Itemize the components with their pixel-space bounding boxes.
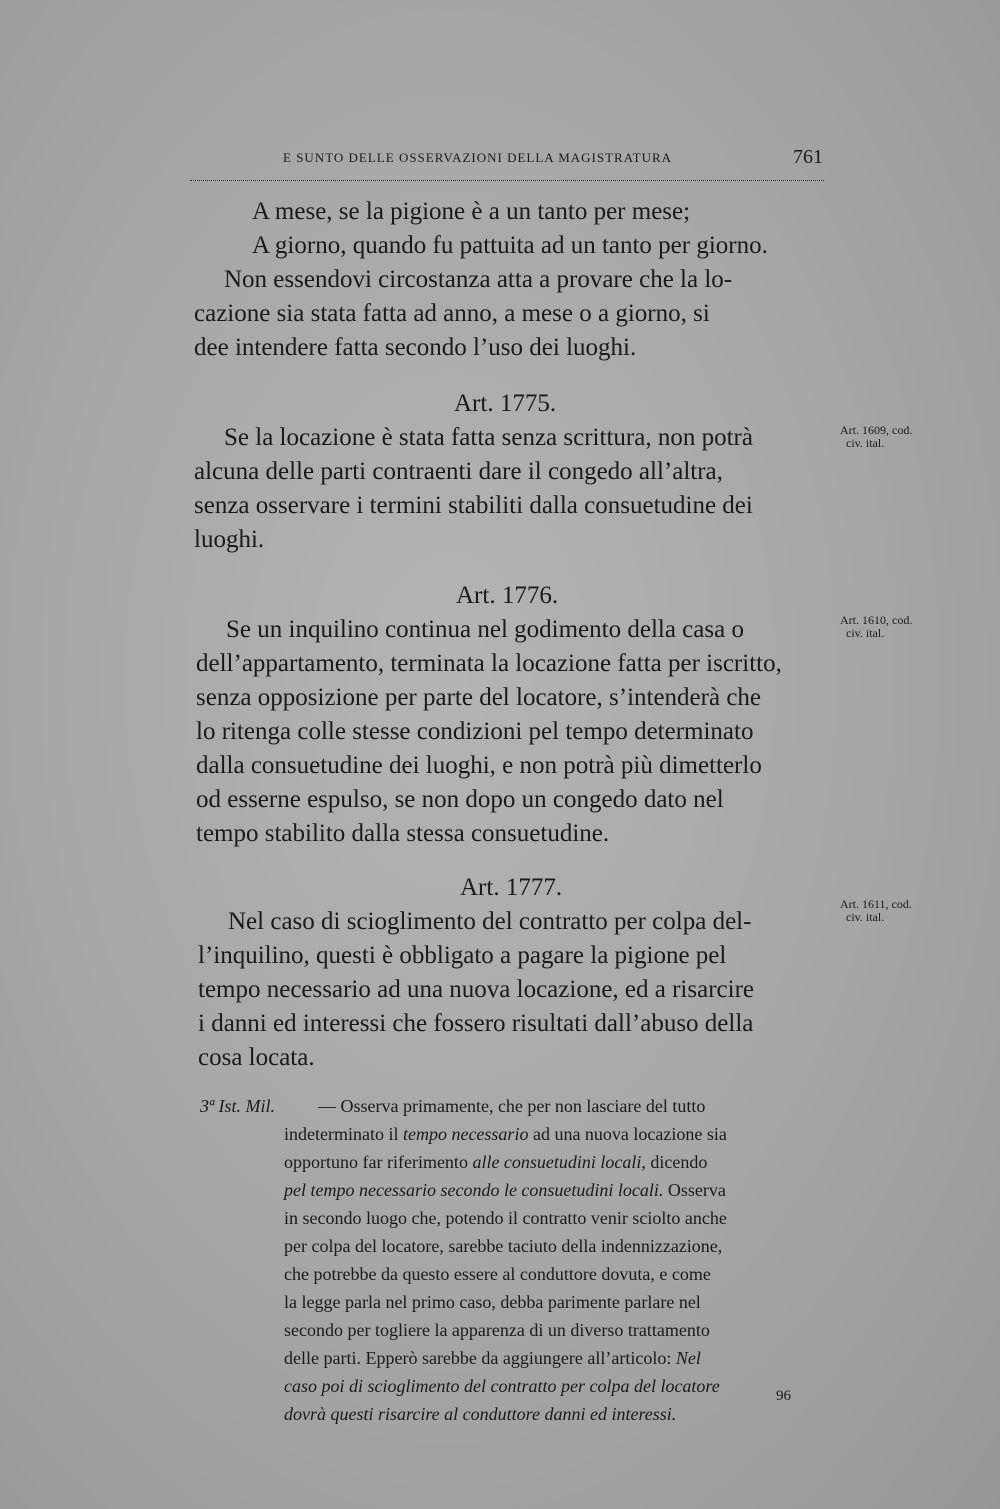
- article-1776-line-7: tempo stabilito dalla stessa consuetudine.: [196, 820, 610, 847]
- note-line: [284, 1264, 711, 1285]
- note-text-segment: dicendo: [645, 1152, 708, 1172]
- note-line: [284, 1180, 726, 1201]
- note-line: [284, 1292, 701, 1313]
- article-1776-line-2: dell’appartamento, terminata la locazione fatta per iscritto,: [196, 650, 782, 677]
- note-line: [284, 1320, 710, 1341]
- note-text-segment: la legge parla nel primo caso, debba parimente parlare nel: [284, 1292, 701, 1312]
- margin-ref-line-1: Art. 1609, cod.: [840, 423, 913, 437]
- article-1776-line-5: dalla consuetudine dei luoghi, e non potrà più dimetterlo: [196, 752, 762, 779]
- article-1775-line-3: senza osservare i termini stabiliti dalla consuetudine dei: [194, 492, 753, 519]
- note-text-segment: che potrebbe da questo essere al conduttore dovuta, e come: [284, 1264, 711, 1284]
- note-text-segment: alle consuetudini locali,: [472, 1152, 646, 1172]
- note-text-segment: opportuno far riferimento: [284, 1152, 473, 1172]
- note-line: [284, 1404, 676, 1425]
- note-line: [284, 1348, 701, 1369]
- article-1775-line-2: alcuna delle parti contraenti dare il congedo all’altra,: [194, 458, 723, 485]
- note-line: [284, 1376, 720, 1397]
- note-text-segment: ad una nuova locazione sia: [528, 1124, 727, 1144]
- article-1776-heading: Art. 1776.: [456, 582, 559, 609]
- margin-ref-line-2: civ. ital.: [846, 626, 885, 640]
- article-1776-margin-ref: [840, 614, 912, 640]
- note-source-label: 3ª Ist. Mil.: [200, 1096, 275, 1116]
- margin-ref-line-2: civ. ital.: [846, 436, 885, 450]
- header-rule: [190, 180, 824, 181]
- margin-ref-line-2: civ. ital.: [846, 910, 885, 924]
- article-1775-margin-ref: [840, 424, 912, 450]
- note-text-segment: pel tempo necessario secondo le consuetudini locali.: [284, 1180, 664, 1200]
- article-1775-heading: Art. 1775.: [454, 390, 557, 417]
- intro-line-3: Non essendovi circostanza atta a provare che la lo-: [224, 266, 733, 293]
- note-text-segment: caso poi di scioglimento del contratto per colpa del locatore: [284, 1376, 720, 1396]
- article-1776-line-4: lo ritenga colle stesse condizioni pel tempo determinato: [196, 718, 754, 745]
- article-1776-line-6: od esserne espulso, se non dopo un congedo dato nel: [196, 786, 724, 813]
- note-text-segment: indeterminato il: [284, 1124, 403, 1144]
- article-1777-margin-ref: [840, 898, 912, 924]
- article-1777-heading: Art. 1777.: [460, 874, 563, 901]
- margin-ref-line-1: Art. 1611, cod.: [840, 897, 912, 911]
- article-1777-line-1: Nel caso di scioglimento del contratto per colpa del-: [228, 908, 752, 935]
- note-text-segment: secondo per togliere la apparenza di un diverso trattamento: [284, 1320, 710, 1340]
- note-line: [284, 1236, 722, 1257]
- margin-ref-line-1: Art. 1610, cod.: [840, 613, 913, 627]
- signature-mark: 96: [776, 1388, 791, 1404]
- intro-line-1: A mese, se la pigione è a un tanto per mese;: [252, 198, 691, 225]
- intro-line-2: A giorno, quando fu pattuita ad un tanto per giorno.: [252, 232, 768, 259]
- note-text-segment: per colpa del locatore, sarebbe taciuto della indennizzazione,: [284, 1236, 723, 1256]
- note-text-segment: tempo necessario: [402, 1124, 529, 1144]
- note-text-segment: delle parti. Epperò sarebbe da aggiungere all’articolo:: [284, 1348, 676, 1368]
- article-1777-line-4: i danni ed interessi che fossero risultati dall’abuso della: [198, 1010, 754, 1037]
- note-line: [284, 1152, 707, 1173]
- page-number: 761: [793, 146, 823, 168]
- article-1775-line-1: Se la locazione è stata fatta senza scrittura, non potrà: [224, 424, 753, 451]
- note-line: [318, 1096, 705, 1117]
- article-1777-line-5: cosa locata.: [198, 1044, 315, 1071]
- note-text-segment: dovrà questi risarcire al conduttore danni ed interessi.: [284, 1404, 677, 1424]
- note-line: [284, 1124, 727, 1145]
- running-title: E SUNTO DELLE OSSERVAZIONI DELLA MAGISTRATURA: [283, 150, 673, 165]
- note-text-segment: Osserva: [663, 1180, 726, 1200]
- note-label: [200, 1096, 275, 1117]
- intro-line-5: dee intendere fatta secondo l’uso dei luoghi.: [194, 334, 637, 361]
- article-1777-line-2: l’inquilino, questi è obbligato a pagare la pigione pel: [198, 942, 727, 969]
- article-1776-line-3: senza opposizione per parte del locatore, s’intenderà che: [196, 684, 762, 711]
- article-1776-line-1: Se un inquilino continua nel godimento della casa o: [226, 616, 744, 643]
- intro-line-4: cazione sia stata fatta ad anno, a mese o a giorno, si: [194, 300, 710, 327]
- note-text-segment: Nel: [675, 1348, 701, 1368]
- article-1775-line-4: luoghi.: [194, 526, 265, 553]
- article-1777-line-3: tempo necessario ad una nuova locazione, ed a risarcire: [198, 976, 754, 1003]
- running-header: [283, 146, 823, 168]
- note-text-segment: in secondo luogo che, potendo il contratto venir sciolto anche: [284, 1208, 727, 1228]
- note-line: [284, 1208, 727, 1229]
- note-text-segment: — Osserva primamente, che per non lasciare del tutto: [318, 1096, 706, 1116]
